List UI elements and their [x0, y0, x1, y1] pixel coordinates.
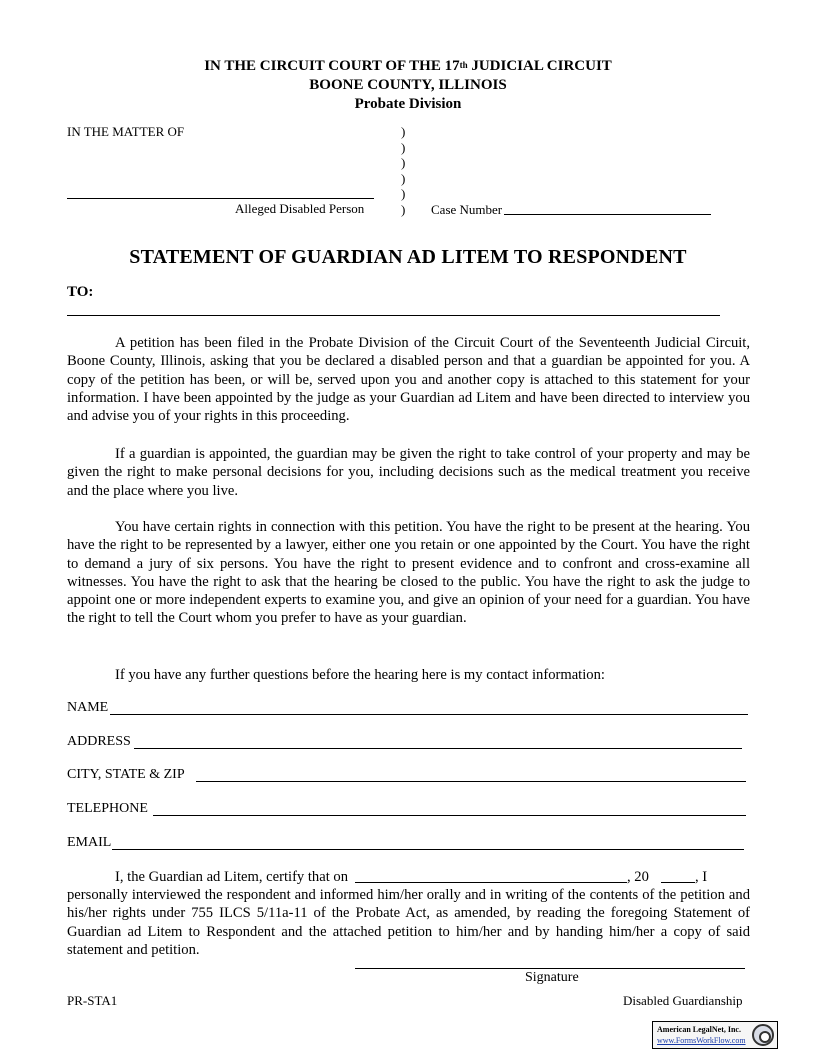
publisher-seal-icon — [752, 1024, 774, 1046]
to-label: TO: — [67, 284, 94, 300]
case-number-label: Case Number — [431, 202, 503, 217]
court-header-county: BOONE COUNTY, ILLINOIS — [309, 77, 507, 93]
name-label: NAME — [67, 700, 109, 715]
document-title: STATEMENT OF GUARDIAN AD LITEM TO RESPONDENT — [129, 246, 687, 268]
case-number-line[interactable] — [504, 214, 711, 215]
caption-paren: ) — [401, 186, 406, 201]
in-the-matter-label: IN THE MATTER OF — [67, 124, 185, 139]
publisher-url[interactable]: www.FormsWorkFlow.com — [657, 1036, 746, 1045]
certification-after-year: , I — [695, 869, 708, 885]
publisher-logo[interactable] — [652, 1021, 778, 1049]
email-label: EMAIL — [67, 835, 112, 850]
caption-paren: ) — [401, 124, 406, 139]
name-line[interactable] — [110, 714, 748, 715]
telephone-line[interactable] — [153, 815, 746, 816]
paragraph-petition-filed: A petition has been filed in the Probate Division of the Circuit Court of the Seventeenth Judicial Circuit, Boone County, Illinois, asking that you be declared a disabled person and that a guardian be appointed for you. A copy of the petition has been, or will be, served upon you and another copy is attached to this statement for your information. I have been appointed by the judge as your Guardian ad Litem and have been directed to interview you and advise you of your rights in this proceeding. — [67, 335, 750, 425]
city-state-zip-line[interactable] — [196, 781, 746, 782]
to-recipient-line[interactable] — [67, 315, 720, 316]
certification-text: personally interviewed the respondent and informed him/her orally and in writing of the contents of the petition and his/her rights under 755 ILCS 5/11a-11 of the Probate Act, as amended, by reading the foregoing Statement of Guardian ad Litem to Respondent and the attached petition to him/her and by handing him/her a copy of said statement and petition. — [67, 887, 750, 958]
form-id: PR-STA1 — [67, 993, 118, 1008]
publisher-name: American LegalNet, Inc. — [657, 1025, 741, 1034]
certification-year-prefix: , 20 — [627, 869, 649, 885]
certification-intro: I, the Guardian ad Litem, certify that on — [115, 869, 349, 885]
paragraph-respondent-rights: You have certain rights in connection with this petition. You have the right to be present at the hearing. You have the right to be represented by a lawyer, either one you retain or one appointed by the Court. You have the right to demand a jury of six persons. You have the right to present evidence and to confront and cross-examine all witnesses. You have the right to ask that the hearing be closed to the public. You have the right to ask the judge to appoint one or more independent experts to examine you, and give an opinion of your need for a guardian. You have the right to tell the Court whom you prefer to have as your guardian. — [67, 519, 750, 627]
signature-line[interactable] — [355, 968, 745, 969]
caption-paren: ) — [401, 139, 406, 155]
telephone-label: TELEPHONE — [67, 801, 148, 816]
paragraph-guardian-powers: If a guardian is appointed, the guardian may be given the right to take control of your property and may be given the right to make personal decisions for you, including decisions such as the medical treatment you receive and the place where you live. — [67, 446, 750, 499]
address-line[interactable] — [134, 748, 742, 749]
respondent-name-line[interactable] — [67, 198, 374, 199]
caption-paren: ) — [401, 201, 406, 217]
alleged-disabled-person-label: Alleged Disabled Person — [235, 201, 365, 216]
court-header-division: Probate Division — [354, 96, 462, 112]
email-line[interactable] — [112, 849, 744, 850]
caption-paren: ) — [401, 155, 406, 170]
certification-date-line[interactable] — [355, 882, 627, 883]
court-header-line1: IN THE CIRCUIT COURT OF THE 17th JUDICIAL CIRCUIT — [204, 58, 612, 74]
certification-year-line[interactable] — [661, 882, 695, 883]
signature-label: Signature — [525, 970, 579, 985]
caption-paren: ) — [401, 170, 406, 186]
paragraph-contact-intro: If you have any further questions before the hearing here is my contact information: — [115, 667, 605, 683]
city-state-zip-label: CITY, STATE & ZIP — [67, 767, 185, 782]
form-category: Disabled Guardianship — [623, 993, 743, 1008]
address-label: ADDRESS — [67, 734, 131, 749]
